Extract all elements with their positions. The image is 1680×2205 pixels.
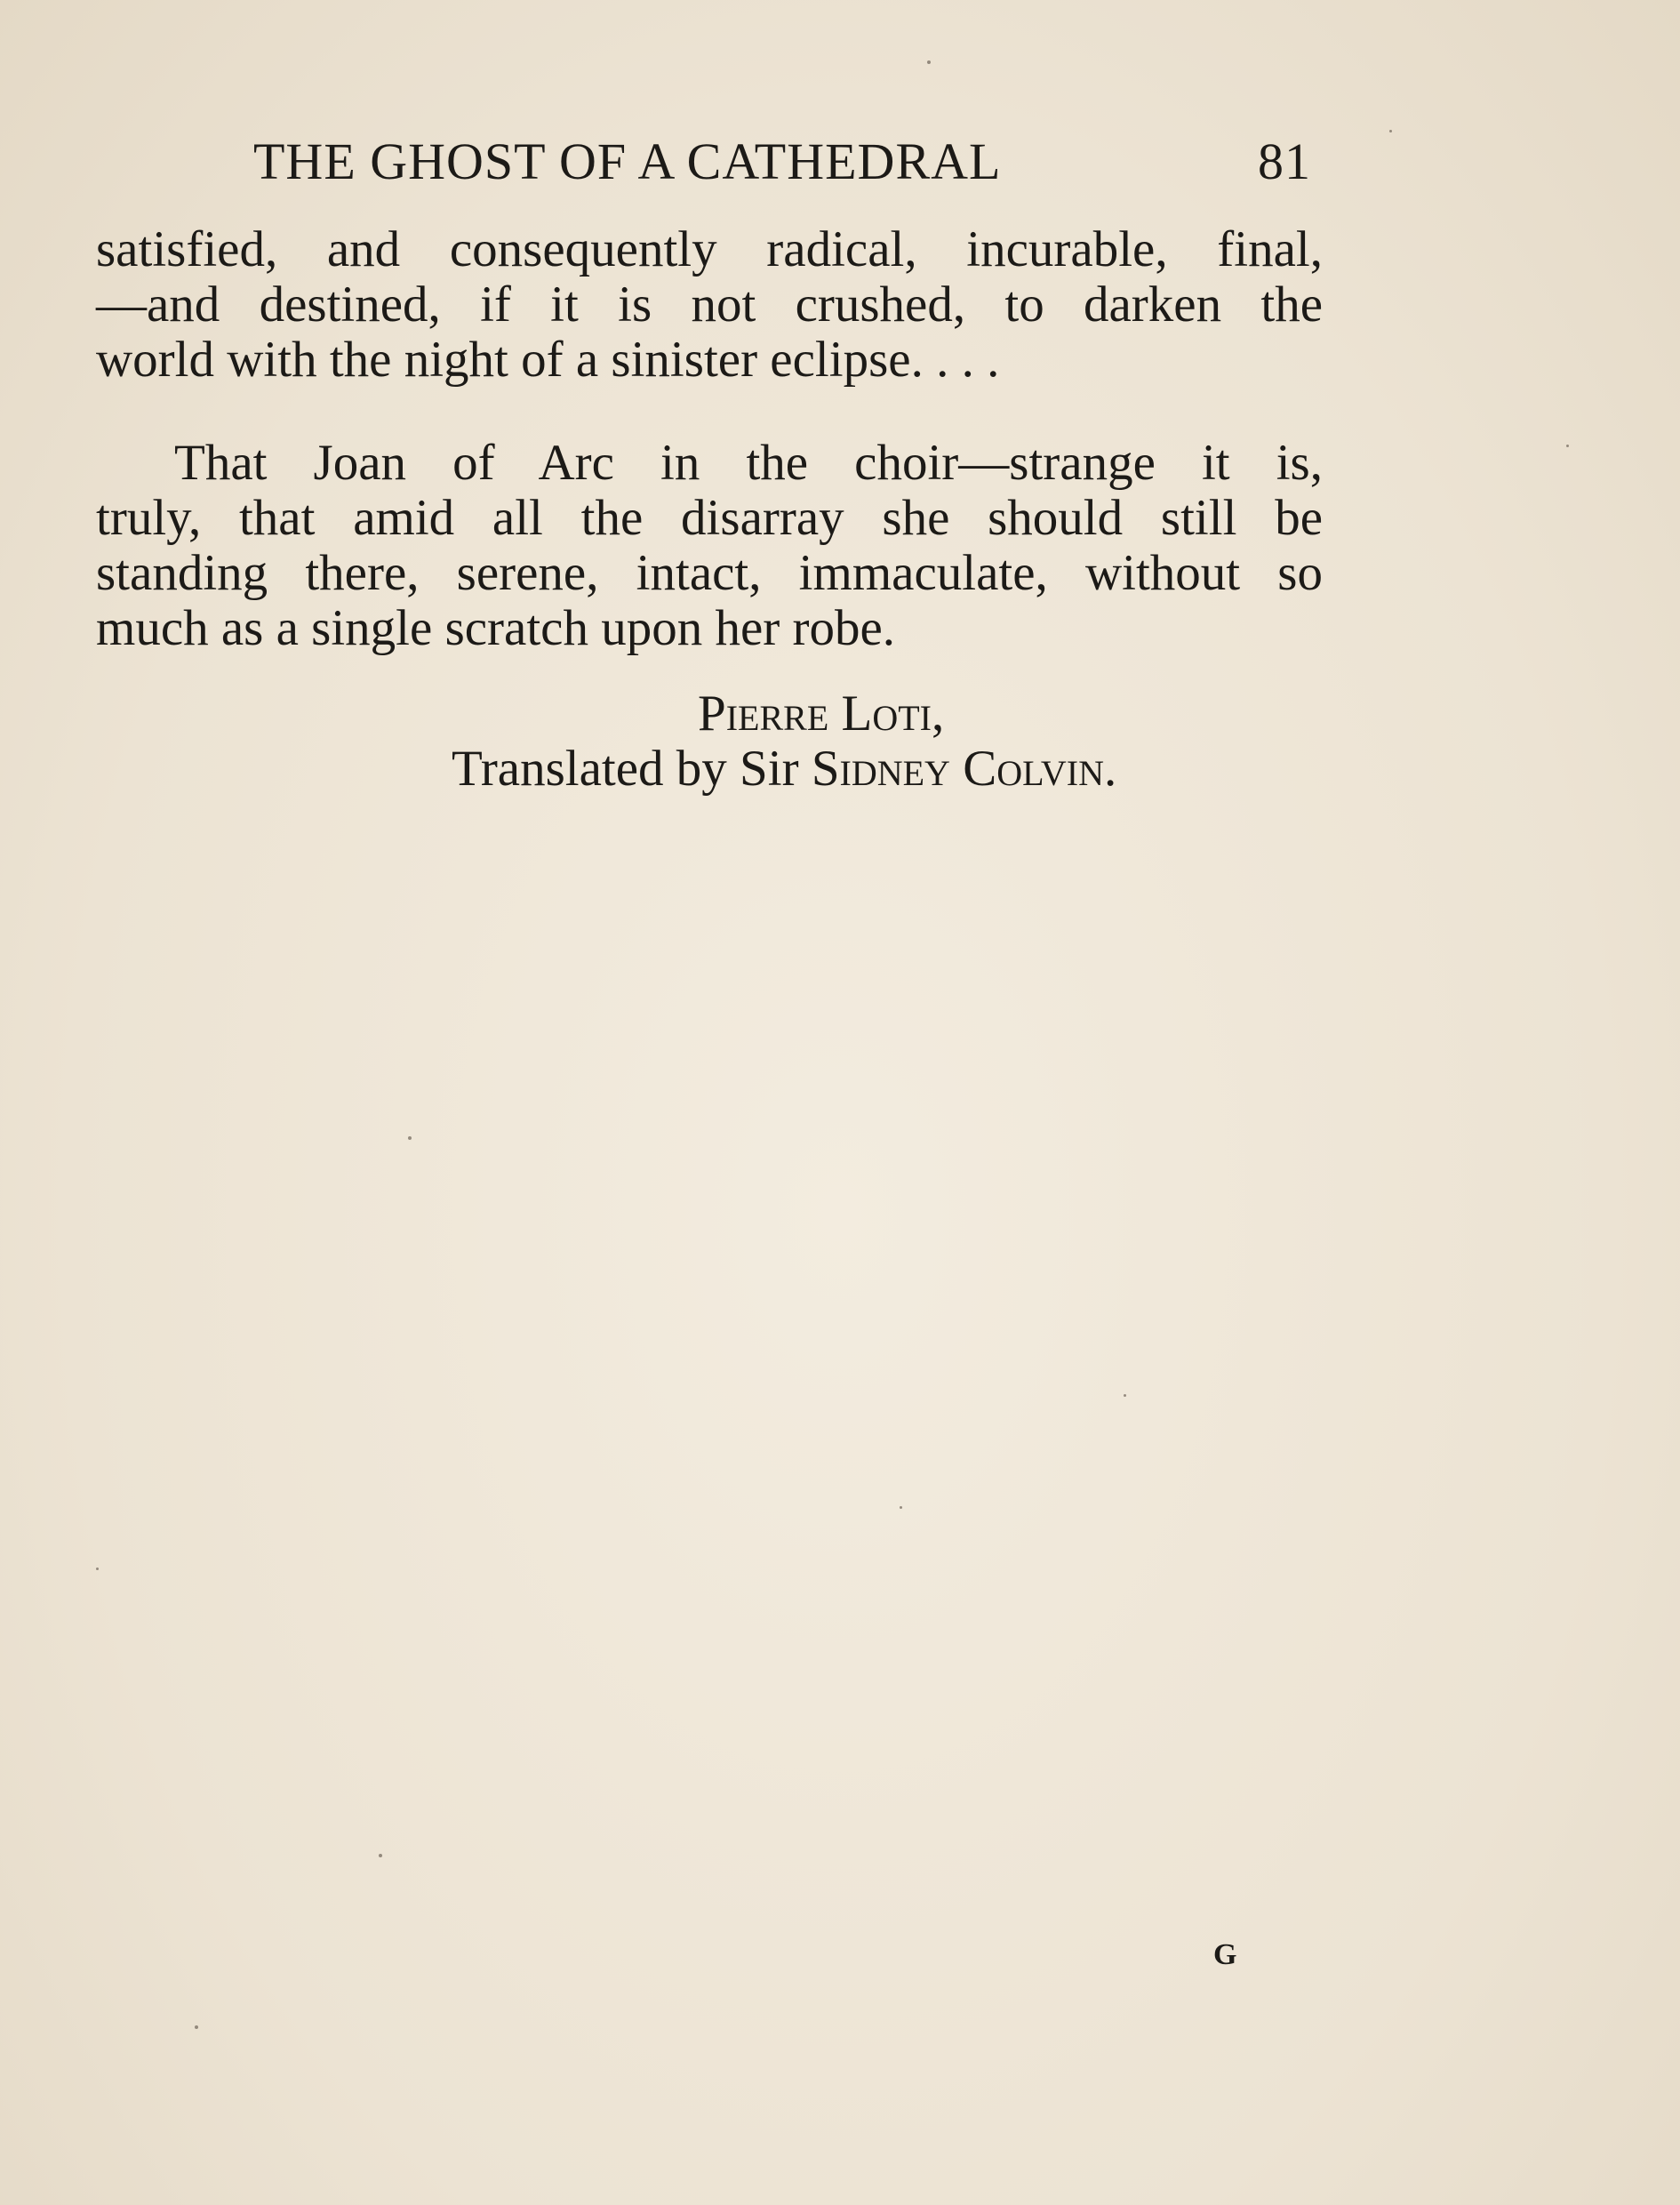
author-name: Pierre Loti,: [698, 686, 945, 742]
paper-speck: [195, 2025, 198, 2029]
paragraph-1: [96, 222, 1323, 388]
paragraph-2: [96, 436, 1323, 656]
signature-mark: G: [1213, 1938, 1237, 1971]
paragraph-gap: [96, 388, 1323, 436]
translator-name: Sidney Colvin.: [811, 741, 1117, 797]
paper-speck: [1389, 130, 1392, 132]
translator-credit: [452, 742, 1116, 797]
paper-speck: [1124, 1394, 1126, 1397]
translator-prefix: Translated by Sir: [452, 741, 799, 797]
text-line: standing there, serene, intact, immaculate, without so: [96, 545, 1323, 601]
running-head: [253, 132, 1320, 194]
text-line: That Joan of Arc in the choir—strange it is,: [174, 435, 1323, 491]
text-line: satisfied, and consequently radical, incurable, final,: [96, 221, 1323, 277]
page-number: 81: [1258, 132, 1311, 190]
paper-speck: [900, 1506, 902, 1509]
paper-speck: [96, 1568, 99, 1570]
text-line: truly, that amid all the disarray she should still be: [96, 490, 1323, 546]
paper-speck: [408, 1136, 412, 1140]
text-line: much as a single scratch upon her robe.: [96, 600, 896, 656]
text-line: —and destined, if it is not crushed, to darken the: [96, 277, 1323, 333]
text-line: world with the night of a sinister eclipse. . . .: [96, 332, 1000, 388]
body-text: [96, 222, 1323, 656]
paper-speck: [1566, 445, 1569, 447]
running-title: THE GHOST OF A CATHEDRAL: [253, 132, 1002, 190]
paper-speck: [927, 60, 931, 64]
paper-speck: [379, 1854, 382, 1857]
